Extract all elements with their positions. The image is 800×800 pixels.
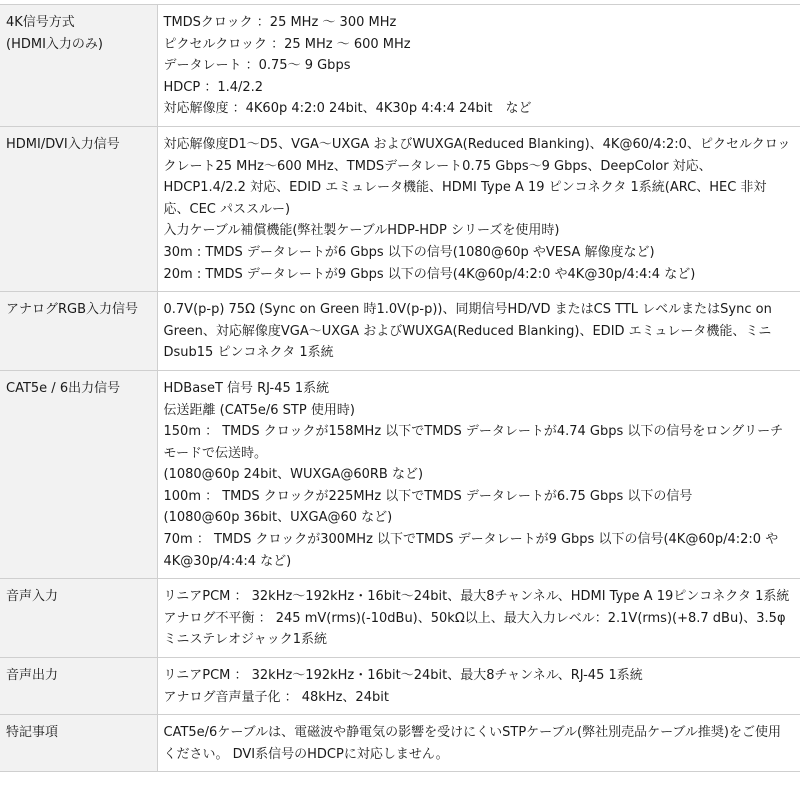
spec-value-line: 伝送距離 (CAT5e/6 STP 使用時) — [163, 402, 355, 418]
spec-row-notes — [0, 715, 800, 772]
spec-value-line: 150m ： TMDS クロックが158MHz 以下でTMDS データレートが4.74 Gbps 以下の信号をロングリーチモードで伝送時。 — [163, 424, 784, 461]
spec-value-line: リニアPCM ： 32kHz～192kHz・16bit～24bit、最大8チャンネル、HDMI Type A 19ピンコネクタ 1系統 — [163, 589, 790, 605]
spec-row-audio-input — [0, 579, 800, 658]
spec-key-line: アナログRGB入力信号 — [6, 302, 139, 318]
spec-value-line: データレート ：0.75～ 9 Gbps — [163, 58, 351, 74]
spec-key-line: HDMI/DVI入力信号 — [6, 136, 120, 152]
spec-key — [0, 370, 157, 578]
spec-value-line: アナログ不平衡 ： 245 mV(rms)(-10dBu)、50kΩ以上、最大入力レベル：2.1V(rms)(+8.7 dBu)、3.5φミニステレオジャック1系統 — [163, 610, 786, 648]
spec-key-line: 音声出力 — [6, 668, 59, 684]
spec-value-line: CAT5e/6ケーブルは、電磁波や静電気の影響を受けにくいSTPケーブル(弊社別売品ケーブル推奨)をご使用ください。 DVI系信号のHDCPに対応しません。 — [163, 725, 781, 762]
spec-value-line: 100m ： TMDS クロックが225MHz 以下でTMDS データレートが6.75 Gbps 以下の信号 — [163, 488, 693, 504]
spec-key — [0, 658, 157, 715]
spec-key — [0, 292, 157, 371]
spec-value-line: HDCP ：1.4/2.2 — [163, 79, 264, 95]
spec-value — [157, 292, 800, 371]
spec-value-line: 対応解像度D1～D5、VGA～UXGA およびWUXGA(Reduced Blanking)、4K@60/4:2:0、ピクセルクロックレート25 MHz～600 MHz、TMDSデータレート0.75 Gbps～9 Gbps、DeepColor 対応、HDCP1.4/2.2 対応、EDID エミュレータ機能、HDMI Type A 19 ピンコネクタ 1系統(ARC、HEC 非対応、CEC パススルー) — [163, 136, 791, 217]
spec-row-cat-output — [0, 370, 800, 578]
spec-row-audio-output — [0, 658, 800, 715]
spec-value-line: 入力ケーブル補償機能(弊社製ケーブルHDP-HDP シリーズを使用時) — [163, 223, 560, 239]
spec-value-line: HDBaseT 信号 RJ-45 1系統 — [163, 380, 330, 396]
spec-key — [0, 126, 157, 291]
spec-row-hdmi-dvi-input — [0, 126, 800, 291]
spec-value-line: (1080@60p 36bit、UXGA@60 など) — [163, 510, 393, 526]
spec-value — [157, 126, 800, 291]
spec-key-line: 特記事項 — [6, 725, 59, 741]
spec-value — [157, 370, 800, 578]
spec-key — [0, 5, 157, 127]
spec-table-body — [0, 5, 800, 772]
spec-row-analog-rgb-input — [0, 292, 800, 371]
spec-key — [0, 715, 157, 772]
spec-value — [157, 658, 800, 715]
spec-value-line: 70m ： TMDS クロックが300MHz 以下でTMDS データレートが9 Gbps 以下の信号(4K@60p/4:2:0 や4K@30p/4:4:4 など) — [163, 532, 779, 569]
spec-key-line: 音声入力 — [6, 589, 59, 605]
spec-value-line: 対応解像度 ：4K60p 4:2:0 24bit、4K30p 4:4:4 24bit など — [163, 101, 532, 117]
spec-key — [0, 579, 157, 658]
spec-key-line: 4K信号方式 — [6, 15, 75, 30]
spec-value — [157, 579, 800, 658]
spec-value-line: 0.7V(p-p) 75Ω (Sync on Green 時1.0V(p-p))、同期信号HD/VD またはCS TTL レベルまたはSync on Green、対応解像度VGA～UXGA およびWUXGA(Reduced Blanking)、EDID エミュレータ機能、ミニDsub15 ピンコネクタ 1系統 — [163, 302, 772, 361]
spec-value — [157, 715, 800, 772]
spec-value-line: 20m : TMDS データレートが9 Gbps 以下の信号(4K@60p/4:2:0 や4K@30p/4:4:4 など) — [163, 266, 696, 282]
spec-key-line: (HDMI入力のみ) — [6, 36, 103, 52]
spec-value — [157, 5, 800, 127]
spec-value-line: リニアPCM ： 32kHz～192kHz・16bit～24bit、最大8チャンネル、RJ-45 1系統 — [163, 668, 643, 684]
spec-value-line: (1080@60p 24bit、WUXGA@60RB など) — [163, 467, 424, 483]
spec-value-line: TMDSクロック ：25 MHz ～ 300 MHz — [163, 15, 397, 30]
spec-value-line: 30m : TMDS データレートが6 Gbps 以下の信号(1080@60p やVESA 解像度など) — [163, 244, 655, 260]
spec-table — [0, 4, 800, 772]
spec-value-line: アナログ音声量子化 ： 48kHz、24bit — [163, 689, 389, 705]
spec-key-line: CAT5e / 6出力信号 — [6, 380, 121, 396]
spec-value-line: ピクセルクロック ：25 MHz ～ 600 MHz — [163, 36, 411, 52]
spec-row-4k-signal — [0, 5, 800, 127]
